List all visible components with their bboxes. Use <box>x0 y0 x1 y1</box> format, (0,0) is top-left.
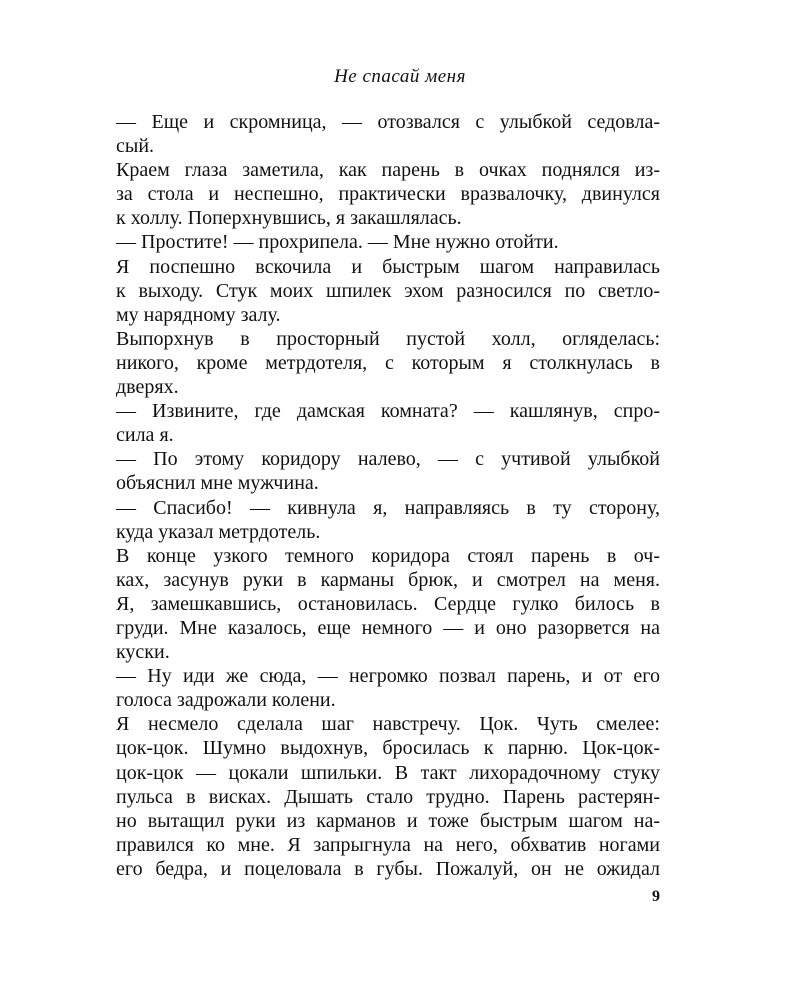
text-line-12: дверях. <box>116 376 179 399</box>
text-line-28: цок-цок — цокали шпильки. В такт лихорадочному стуку <box>116 761 660 784</box>
text-line-5: к холлу. Поперхнувшись, я закашлялась. <box>116 207 462 230</box>
text-line-14: сила я. <box>116 424 174 447</box>
text-line-26: Я несмело сделала шаг навстречу. Цок. Чуть смелее: <box>116 713 660 736</box>
text-line-27: цок-цок. Шумно выдохнув, бросилась к парню. Цок-цок- <box>116 737 660 760</box>
text-line-20: ках, засунув руки в карманы брюк, и смотрел на меня. <box>116 568 660 591</box>
text-line-13: — Извините, где дамская комната? — кашлянув, спро- <box>116 400 660 423</box>
text-line-3: Краем глаза заметила, как парень в очках поднялся из- <box>116 159 660 182</box>
text-line-29: пульса в висках. Дышать стало трудно. Парень растерян- <box>116 785 660 808</box>
text-line-32: его бедра, и поцеловала в губы. Пожалуй, он не ожидал <box>116 857 660 880</box>
body-text <box>116 110 660 881</box>
text-line-30: но вытащил руки из карманов и тоже быстрым шагом на- <box>116 809 660 832</box>
text-line-8: к выходу. Стук моих шпилек эхом разносился по светло- <box>116 279 660 302</box>
text-line-10: Выпорхнув в просторный пустой холл, огляделась: <box>116 327 660 350</box>
page-number: 9 <box>652 888 660 905</box>
text-line-2: сый. <box>116 135 155 158</box>
text-line-24: — Ну иди же сюда, — негромко позвал парень, и от его <box>116 665 660 688</box>
text-line-19: В конце узкого темного коридора стоял парень в оч- <box>116 544 660 567</box>
running-header-title: Не спасай меня <box>334 66 466 87</box>
text-line-21: Я, замешкавшись, остановилась. Сердце гулко билось в <box>116 592 660 615</box>
text-line-17: — Спасибо! — кивнула я, направляясь в ту сторону, <box>116 496 660 519</box>
text-line-1: — Еще и скромница, — отозвался с улыбкой седовла- <box>116 111 660 133</box>
text-line-6: — Простите! — прохрипела. — Мне нужно отойти. <box>116 231 559 254</box>
text-line-7: Я поспешно вскочила и быстрым шагом направилась <box>116 255 660 278</box>
text-line-25: голоса задрожали колени. <box>116 689 336 712</box>
text-line-4: за стола и неспешно, практически вразвалочку, двинулся <box>116 183 660 206</box>
text-line-15: — По этому коридору налево, — с учтивой улыбкой <box>116 448 660 471</box>
text-line-16: объяснил мне мужчина. <box>116 472 319 495</box>
text-line-11: никого, кроме метрдотеля, с которым я столкнулась в <box>116 351 660 374</box>
text-line-31: правился ко мне. Я запрыгнула на него, обхватив ногами <box>116 833 660 856</box>
text-line-23: куски. <box>116 641 170 664</box>
text-line-18: куда указал метрдотель. <box>116 520 321 543</box>
text-line-9: му нарядному залу. <box>116 303 281 326</box>
text-line-22: груди. Мне казалось, еще немного — и оно разорвется на <box>116 616 660 639</box>
